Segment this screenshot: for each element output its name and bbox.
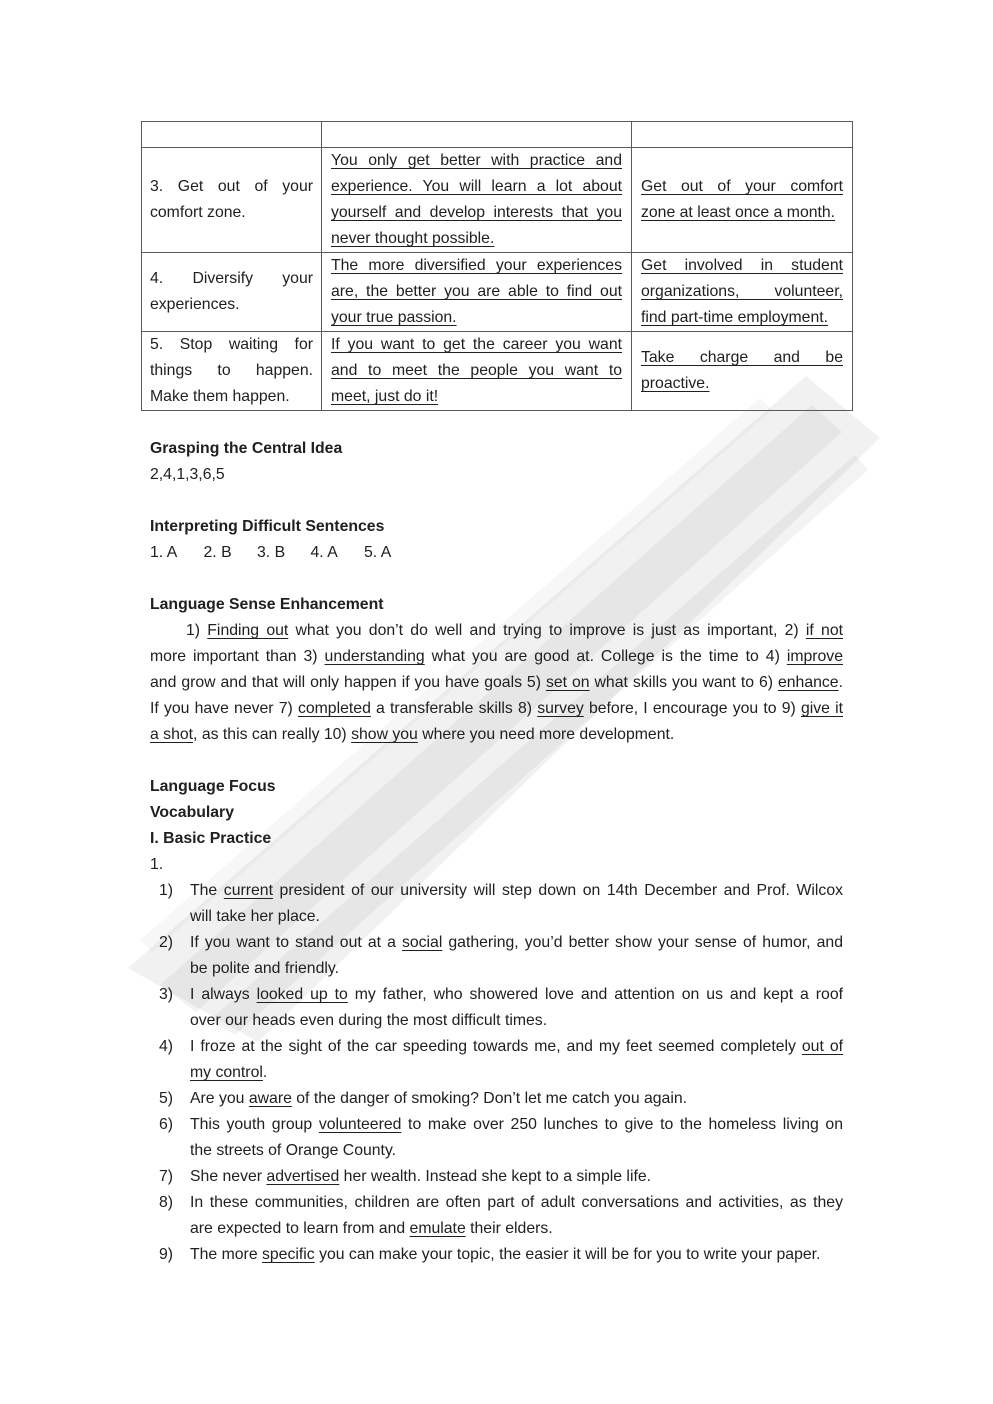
- text-run: you can make your topic, the easier it will be for you to write your paper.: [314, 1246, 821, 1263]
- explanation-line: and to meet the people you want to: [331, 362, 622, 379]
- action-line: Take charge and be: [641, 349, 843, 366]
- text-run: president of our university will step down on 14th December and Prof. Wilcox: [272, 882, 843, 899]
- table-row: [142, 332, 853, 411]
- underlined-answer: advertised: [266, 1168, 340, 1185]
- action-line: zone at least once a month.: [641, 204, 836, 221]
- item-line: [190, 1216, 843, 1242]
- paragraph-line: [150, 722, 843, 748]
- text-run: what you don’t do well and trying to improve is just as important, 2): [288, 622, 806, 639]
- text-run: before, I encourage you to 9): [583, 700, 801, 717]
- underlined-answer: current: [223, 882, 273, 899]
- explanation-cell: [322, 148, 632, 253]
- item-text: [190, 1242, 843, 1268]
- item-line: [190, 1164, 843, 1190]
- action-cell: [632, 148, 853, 253]
- spacer: [150, 748, 843, 774]
- explanation-line: are, the better you are able to find out: [331, 283, 622, 300]
- text-run: her wealth. Instead she kept to a simple life.: [339, 1168, 652, 1185]
- item-number: 5): [158, 1090, 173, 1107]
- text-run: will take her place.: [190, 908, 320, 925]
- item-number: 6): [158, 1116, 173, 1133]
- explanation-line: never thought possible.: [331, 230, 495, 247]
- underlined-answer: survey: [537, 700, 584, 717]
- underlined-answer: if not: [805, 622, 843, 639]
- item-line: [190, 1060, 843, 1086]
- text-run: If you have never 7): [150, 700, 298, 717]
- underlined-answer: completed: [297, 700, 371, 717]
- action-cell: [632, 253, 853, 332]
- underlined-answer: volunteered: [318, 1116, 402, 1133]
- text-run: .: [838, 674, 843, 691]
- underlined-answer: social: [401, 934, 443, 951]
- text-run: This youth group: [190, 1116, 319, 1133]
- underlined-answer: aware: [248, 1090, 292, 1107]
- underlined-answer: understanding: [324, 648, 425, 665]
- explanation-line: If you want to get the career you want: [331, 336, 622, 353]
- explanation-line: yourself and develop interests that you: [331, 204, 622, 221]
- point-line: 4. Diversify your: [150, 270, 313, 287]
- text-run: their elders.: [465, 1220, 553, 1237]
- underlined-answer: enhance: [777, 674, 839, 691]
- item-line: [190, 904, 843, 930]
- text-run: a transferable skills 8): [370, 700, 538, 717]
- underlined-answer: show you: [351, 726, 418, 743]
- text-run: In these communities, children are often part of adult conversations and activities, as they: [190, 1194, 843, 1211]
- action-line: proactive.: [641, 375, 710, 392]
- answer-item: 4. A: [310, 544, 338, 561]
- table-row-blank: [142, 122, 853, 148]
- item-line: [190, 1034, 843, 1060]
- underlined-answer: set on: [545, 674, 590, 691]
- underlined-answer: improve: [786, 648, 843, 665]
- point-cell: [142, 253, 322, 332]
- item-line: [190, 1242, 843, 1268]
- text-run: are expected to learn from and: [190, 1220, 410, 1237]
- text-run: I froze at the sight of the car speeding towards me, and my feet seemed completely: [190, 1038, 802, 1055]
- action-cell: [632, 332, 853, 411]
- item-line: [190, 982, 843, 1008]
- answer-item: 5. A: [364, 544, 392, 561]
- language-sense-paragraph: [150, 618, 843, 748]
- item-line: [190, 878, 843, 904]
- list-item: [150, 930, 843, 982]
- item-line: [190, 930, 843, 956]
- point-line: things to happen.: [150, 362, 313, 379]
- answer-table: [141, 121, 853, 411]
- underlined-answer: emulate: [409, 1220, 466, 1237]
- central-idea-answer: 2,4,1,3,6,5: [150, 466, 225, 483]
- section-heading-language-sense: Language Sense Enhancement: [150, 596, 384, 613]
- paragraph-line: [150, 618, 843, 644]
- paragraph-line: [150, 644, 843, 670]
- text-run: .: [262, 1064, 268, 1081]
- text-run: where you need more development.: [417, 726, 675, 743]
- item-number: 1): [158, 882, 173, 899]
- text-run: be polite and friendly.: [190, 960, 339, 977]
- text-run: If you want to stand out at a: [190, 934, 402, 951]
- underlined-answer: give it: [800, 700, 843, 717]
- item-text: [190, 930, 843, 982]
- item-line: [190, 1138, 843, 1164]
- item-number: 7): [158, 1168, 173, 1185]
- item-number: 3): [158, 986, 173, 1003]
- point-cell: [142, 332, 322, 411]
- section-heading-language-focus: Language Focus: [150, 778, 276, 795]
- answer-key-body: [150, 436, 843, 1268]
- answer-item: 2. B: [203, 544, 232, 561]
- list-item: [150, 1034, 843, 1086]
- text-run: what skills you want to 6): [589, 674, 778, 691]
- explanation-line: experience. You will learn a lot about: [331, 178, 622, 195]
- item-line: [190, 1112, 843, 1138]
- text-run: more important than 3): [150, 648, 325, 665]
- text-run: my father, who showered love and attention on us and kept a roof: [347, 986, 843, 1003]
- list-item: [150, 1112, 843, 1164]
- item-line: [190, 1086, 843, 1112]
- underlined-answer: out of: [801, 1038, 843, 1055]
- item-line: [190, 956, 843, 982]
- action-line: Get out of your comfort: [641, 178, 843, 195]
- text-run: , as this can really 10): [193, 726, 352, 743]
- empty-cell: [322, 122, 632, 148]
- text-run: Are you: [190, 1090, 249, 1107]
- item-text: [190, 1112, 843, 1164]
- section-heading-central-idea: Grasping the Central Idea: [150, 440, 343, 457]
- underlined-answer: a shot: [150, 726, 194, 743]
- subheading-vocabulary: Vocabulary: [150, 804, 234, 821]
- explanation-cell: [322, 253, 632, 332]
- paragraph-line: [150, 670, 843, 696]
- table-row: [142, 253, 853, 332]
- item-line: [190, 1008, 843, 1034]
- explanation-line: The more diversified your experiences: [331, 257, 622, 274]
- item-number: 9): [158, 1246, 173, 1263]
- text-run: and grow and that will only happen if you have goals 5): [150, 674, 546, 691]
- action-line: organizations, volunteer,: [641, 283, 843, 300]
- underlined-answer: Finding out: [207, 622, 289, 639]
- explanation-line: meet, just do it!: [331, 388, 439, 405]
- item-number: 8): [158, 1194, 173, 1211]
- item-text: [190, 982, 843, 1034]
- text-run: over our heads even during the most difficult times.: [190, 1012, 548, 1029]
- point-line: experiences.: [150, 296, 240, 313]
- empty-cell: [632, 122, 853, 148]
- empty-cell: [142, 122, 322, 148]
- list-item: [150, 1164, 843, 1190]
- explanation-cell: [322, 332, 632, 411]
- list-item: [150, 982, 843, 1034]
- point-line: 3. Get out of your: [150, 178, 313, 195]
- paragraph-line: [150, 696, 843, 722]
- point-line: 5. Stop waiting for: [150, 336, 313, 353]
- part-heading-basic-practice: I. Basic Practice: [150, 830, 272, 847]
- explanation-line: You only get better with practice and: [331, 152, 622, 169]
- item-number: 2): [158, 934, 173, 951]
- text-run: what you are good at. College is the time to 4): [424, 648, 787, 665]
- point-line: comfort zone.: [150, 204, 246, 221]
- text-run: the streets of Orange County.: [190, 1142, 397, 1159]
- item-text: [190, 1190, 843, 1242]
- list-item: [150, 1190, 843, 1242]
- difficult-sentences-answers: [150, 540, 843, 566]
- item-text: [190, 878, 843, 930]
- answer-item: 3. B: [257, 544, 286, 561]
- underlined-answer: looked up to: [256, 986, 348, 1003]
- text-run: gathering, you’d better show your sense of humor, and: [442, 934, 843, 951]
- list-item: [150, 878, 843, 930]
- list-item: [150, 1086, 843, 1112]
- explanation-line: your true passion.: [331, 309, 457, 326]
- exercise-number: 1.: [150, 856, 164, 873]
- spacer: [150, 566, 843, 592]
- action-line: find part-time employment.: [641, 309, 829, 326]
- text-run: The: [190, 882, 224, 899]
- table-row: [142, 148, 853, 253]
- list-item: [150, 1242, 843, 1268]
- spacer: [150, 488, 843, 514]
- section-heading-difficult-sentences: Interpreting Difficult Sentences: [150, 518, 385, 535]
- item-text: [190, 1034, 843, 1086]
- text-run: I always: [190, 986, 257, 1003]
- text-run: The more: [190, 1246, 262, 1263]
- item-text: [190, 1164, 843, 1190]
- underlined-answer: specific: [262, 1246, 315, 1263]
- text-run: to make over 250 lunches to give to the homeless living on: [401, 1116, 843, 1133]
- item-line: [190, 1190, 843, 1216]
- item-number: 4): [158, 1038, 173, 1055]
- answer-item: 1. A: [150, 544, 178, 561]
- action-line: Get involved in student: [641, 257, 843, 274]
- text-run: of the danger of smoking? Don’t let me catch you again.: [291, 1090, 688, 1107]
- point-line: Make them happen.: [150, 388, 290, 405]
- item-text: [190, 1086, 843, 1112]
- underlined-answer: my control: [190, 1064, 263, 1081]
- text-run: 1): [186, 622, 208, 639]
- point-cell: [142, 148, 322, 253]
- text-run: She never: [190, 1168, 267, 1185]
